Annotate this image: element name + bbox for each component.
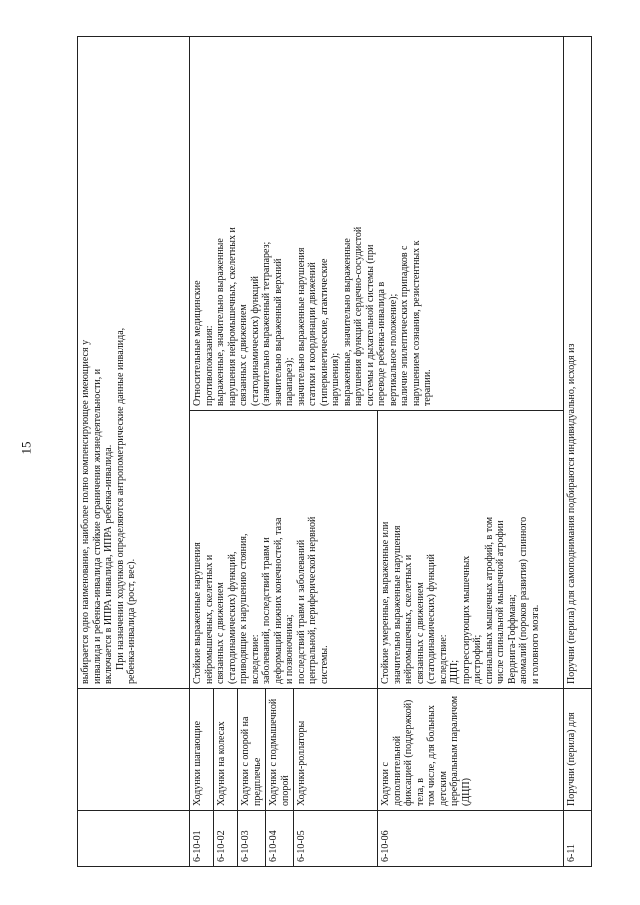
intro-text [78,37,190,689]
intro-line: инвалида и ребенка-инвалида стойкие ограничения жизнедеятельности, и [91,368,103,684]
text-line: выраженные, значительно выраженные [341,238,353,406]
text-line: значительно выраженные нарушения [295,247,307,406]
text-line: ДЦП; [449,659,460,684]
row-name: Ходунки шагающие [190,689,214,811]
row-text: Поручни (перила) для самоподнимания подбираются индивидуально, исходя из [564,37,592,689]
text-line: нарушения); [330,352,341,406]
text-line: нарушением сознания, резистентных к [410,240,422,406]
text-line: парапарез); [284,357,295,406]
text-line: том числе, для больных детским [426,705,449,806]
indications-a [190,411,378,689]
intro-line: ребенка-инвалида (рост, вес). [126,558,137,684]
text-line: вследствие: [437,634,449,684]
row-code: 6-10-05 [294,811,378,867]
text-line: вследствие: [249,634,261,684]
text-line: деформаций нижних конечностей, таза [272,517,284,684]
text-line: связанных с движением [238,304,249,406]
table-row [564,37,592,867]
text-line: нарушения функций сердечно-сосудистой [353,226,364,406]
text-line: (значительно выраженный тетрапарез; [261,241,272,406]
text-line: нейромышечных, скелетных и [203,554,215,684]
text-line: последствий травм и заболеваний [295,539,307,684]
row-code: 6-11 [564,811,592,867]
text-line: и головного мозга. [529,604,541,684]
text-line: наличие эпилептических припадков с [399,245,410,406]
row-name: Ходунки на колесах [214,689,238,811]
text-line: (статодинамических) функций [426,554,437,684]
intro-line: выбирается одно наименование, наиболее полно компенсирующее имеющиеся у [80,339,91,684]
text-line: числе спинальной мышечной атрофии [495,520,506,684]
row-code: 6-10-04 [266,811,294,867]
text-line: противопоказания: [203,325,215,406]
text-line: центральной, периферической нервной [307,516,318,684]
text-line: Ходунки с дополнительной [380,735,403,806]
table-row [190,37,214,867]
intro-line: включается в ИПРА инвалида, ИПРА ребенка-инвалида. [103,444,114,684]
text-line: (статодинамических) функций [249,276,261,406]
text-line: нейромышечных, скелетных и [403,554,414,684]
text-line: связанных с движением [215,582,226,684]
contraindications [190,37,564,411]
text-line: и позвоночника; [284,614,295,684]
text-line: терапии. [422,369,433,406]
text-line: Относительные медицинские [192,280,203,406]
row-name: Ходунки с подмышечной опорой [266,689,294,811]
text-line: (статодинамических) функций, [226,551,238,684]
text-line: Стойкие выраженные нарушения [192,542,203,684]
row-code: 6-10-06 [378,811,564,867]
page-number: 15 [18,441,34,455]
text-line: статики и координации движений [307,262,318,406]
row-name [378,689,564,811]
text-line: связанных с движением [414,582,426,684]
row-code: 6-10-01 [190,811,214,867]
text-line: церебральным параличом (ДЦП) [449,695,472,806]
row-name: Ходунки с опорой на предплечье [238,689,266,811]
text-line: системы. [318,645,330,684]
text-line: выраженные, значительно выраженные [215,238,226,406]
rehab-devices-table [77,36,592,867]
row-name: Ходунки-роллаторы [294,689,378,811]
text-line: значительно выраженный верхний [272,258,284,406]
indications-b [378,411,564,689]
row-code: 6-10-03 [238,811,266,867]
text-line: вертикальное положение); [387,293,399,406]
text-line: прогрессирующих мышечных [460,555,472,684]
text-line: дистрофий; [472,634,483,684]
text-line: заболеваний, последствий травм и [261,537,272,684]
text-line: значительно выраженные нарушения [391,525,403,684]
text-line: нарушения нейромышечных, скелетных и [226,227,238,406]
text-line: приводящие к нарушению стояния, [238,533,249,684]
table-row-intro [78,37,190,867]
intro-line: При назначении ходунков определяются антропометрические данные инвалида, [114,327,126,670]
text-line: Верднига-Гоффмана; [506,594,518,684]
row-code: 6-10-02 [214,811,238,867]
text-line: системы и дыхательной системы (при [364,244,376,406]
text-line: фиксацией (поддержкой) тела, в [403,699,426,806]
text-line: аномалий (пороков развития) спинного [518,516,529,684]
document-sheet [77,37,577,867]
text-line: Стойкие умеренные, выраженные или [380,521,391,684]
row-name: Поручни (перила) для [564,689,592,811]
text-line: спинальных мышечных атрофий, в том [483,516,495,684]
text-line: (гиперкинетические, атактические [318,258,330,406]
text-line: переводе ребенка-инвалида в [376,281,387,406]
